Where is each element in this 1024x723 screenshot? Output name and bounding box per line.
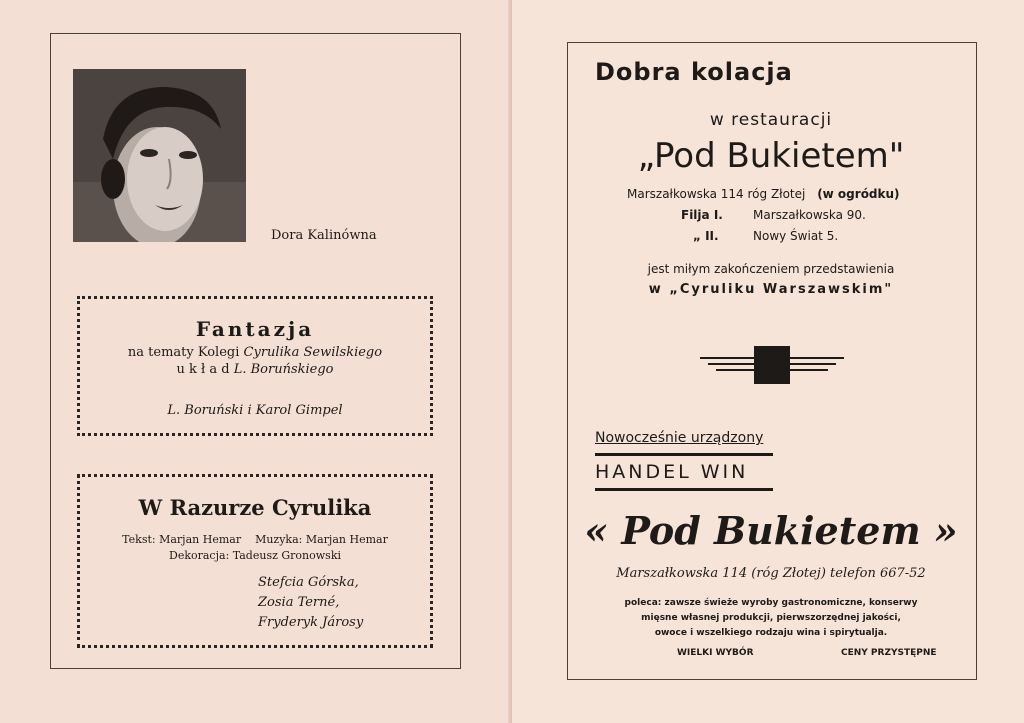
closing-line1: jest miłym zakończeniem przedstawienia: [647, 262, 895, 276]
fantazja-line1-prefix: na tematy Kolegi: [127, 345, 240, 360]
ornament-emblem: [700, 344, 844, 386]
razurze-cast-3: Fryderyk Járosy: [258, 615, 364, 630]
offer-line1: poleca: zawsze świeże wyroby gastronomiczne, konserwy: [624, 598, 918, 608]
footer-left: WIELKI WYBÓR: [677, 648, 754, 658]
offer-line3: owoce i wszelkiego rodzaju wina i spirytualja.: [654, 628, 888, 638]
branch2-address: Nowy Świat 5.: [753, 229, 839, 243]
portrait-image: [73, 69, 246, 242]
razurze-cast-2: Zosia Terné,: [258, 595, 340, 610]
fantazja-line2-italic: L. Boruńskiego: [233, 362, 334, 377]
shop-type-rule-top: [595, 453, 773, 456]
address-line: Marszałkowska 114 róg Złotej: [627, 187, 806, 201]
shop-name: « Pod Bukietem »: [584, 508, 958, 553]
fantazja-title: Fantazja: [195, 317, 315, 341]
address-row: [627, 187, 900, 201]
razurze-credits-line1: Tekst: Marjan Hemar Muzyka: Marjan Hemar: [122, 533, 388, 546]
branch1-address: Marszałkowska 90.: [753, 208, 866, 222]
razurze-title: W Razurze Cyrulika: [138, 495, 372, 520]
portrait-photo: [73, 69, 246, 242]
shop-tagline: Nowocześnie urządzony: [595, 430, 764, 446]
restaurant-name: „Pod Bukietem": [637, 136, 905, 176]
fantazja-box: [77, 296, 433, 436]
footer-right: CENY PRZYSTĘPNE: [841, 648, 937, 658]
fantazja-performers: L. Boruński i Karol Gimpel: [167, 403, 343, 418]
advert-subheading: w restauracji: [709, 110, 833, 130]
shop-address: Marszałkowska 114 (róg Złotej) telefon 667-52: [616, 566, 926, 581]
branch1-label: Filja I.: [681, 208, 723, 222]
portrait-caption: Dora Kalinówna: [271, 228, 377, 243]
fantazja-line1: [80, 345, 430, 360]
closing-line2: w „Cyruliku Warszawskim": [648, 282, 894, 297]
offer-line2: mięsne własnej produkcji, pierwszorzędnej jakości,: [641, 613, 901, 623]
fantazja-line1-italic: Cyrulika Sewilskiego: [243, 345, 383, 360]
address-note: (w ogródku): [817, 187, 900, 201]
shop-type-rule-bottom: [595, 488, 773, 491]
shop-type: HANDEL WIN: [595, 461, 749, 483]
razurze-cast-1: Stefcia Górska,: [258, 575, 359, 590]
fantazja-line2-prefix: u k ł a d: [176, 362, 230, 377]
fantazja-line2: [80, 362, 430, 377]
branch2-label: „ II.: [693, 229, 719, 243]
razurze-credits-line2: Dekoracja: Tadeusz Gronowski: [169, 549, 341, 562]
advert-heading: Dobra kolacja: [595, 58, 793, 86]
razurze-box: [77, 474, 433, 648]
